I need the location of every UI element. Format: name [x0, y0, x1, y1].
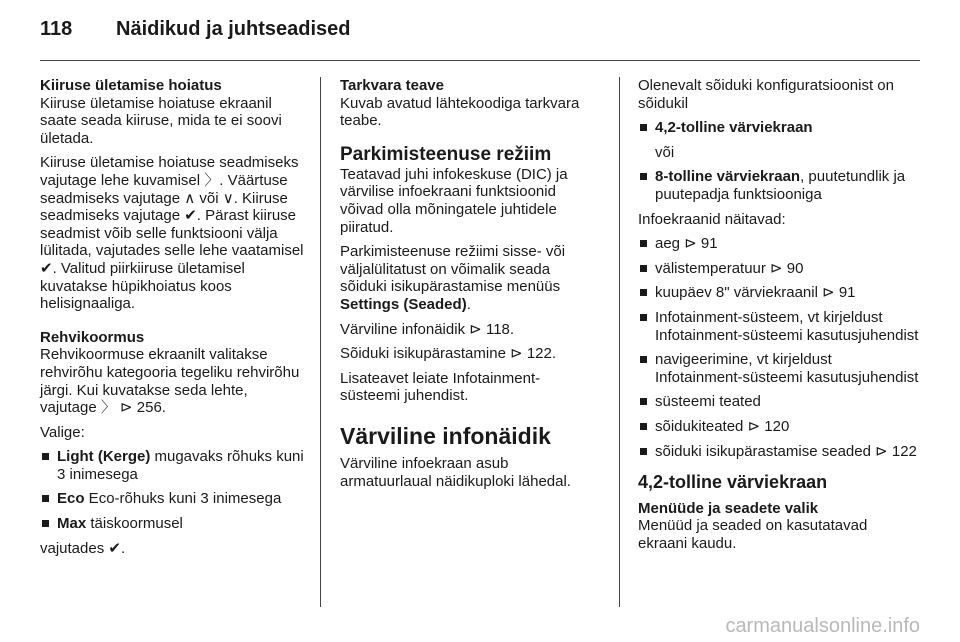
- page-number: 118: [40, 18, 73, 40]
- menu-selection-paragraph: Menüüd ja seaded on kasutatavad ekraani kaudu.: [638, 517, 868, 552]
- watermark: carmanualsonline.info: [725, 615, 920, 637]
- chapter-title: Näidikud ja juhtseadised: [116, 18, 351, 40]
- menu-selection-heading: Menüüde ja seadete valik: [638, 499, 819, 517]
- column-divider-1: [320, 77, 321, 607]
- color-info-display-heading: Värviline infonäidik: [340, 422, 551, 449]
- list-item: kuupäev 8" värviekraanil ⊳ 91: [638, 284, 920, 302]
- column-3: [638, 77, 920, 559]
- infotainment-reference: Lisateavet leiate Infotainment-süsteemi juhendist.: [340, 369, 541, 405]
- cross-reference: Värviline infonäidik ⊳ 118.: [340, 320, 515, 338]
- header-rule: [40, 60, 920, 61]
- or-text: või: [655, 143, 675, 161]
- list-item: sõidukiteated ⊳ 120: [638, 418, 920, 436]
- tyre-load-paragraph: Rehvikoormuse ekraanilt valitakse rehvirõhu kategooria tegeliku rehvirõhu järgi. Kui kuvatakse seda lehte, vajutage 〉 ⊳ 256.: [40, 346, 300, 417]
- column-1: [40, 77, 308, 564]
- software-info-paragraph: Kuvab avatud lähtekoodiga tarkvara teabe.: [340, 94, 580, 130]
- list-item: aeg ⊳ 91: [638, 235, 920, 253]
- speed-warning-heading: Kiiruse ületamise hoiatus: [40, 77, 222, 94]
- list-item: sõiduki isikupärastamise seaded ⊳ 122: [638, 443, 920, 461]
- page-header: [40, 18, 351, 41]
- list-item: [40, 490, 308, 508]
- settings-menu-name: Settings (Seaded): [340, 295, 467, 313]
- valet-mode-heading: Parkimisteenuse režiim: [340, 143, 552, 165]
- displays-show-label: Infoekraanid näitavad:: [638, 210, 786, 228]
- tyre-load-heading: Rehvikoormus: [40, 328, 145, 346]
- speed-warning-paragraph-1: Kiiruse ületamise hoiatuse ekraanil saate seada kiiruse, mida te ei soovi ületada.: [40, 94, 282, 147]
- option-name: Max: [57, 515, 87, 533]
- cross-reference: Sõiduki isikupärastamine ⊳ 122.: [340, 345, 557, 363]
- valet-mode-paragraph-1: Teatavad juhi infokeskuse (DIC) ja värvilise infoekraani funktsioonid võivad olla mõningatele juhtidele piiratud.: [340, 165, 568, 236]
- option-text: täiskoormusel: [86, 515, 183, 533]
- list-item: [40, 515, 308, 533]
- option-text: mugavaks rõhuks kuni 3 inimesega: [57, 448, 304, 483]
- list-item: navigeerimine, vt kirjeldust Infotainment-süsteemi kasutusjuhendist: [638, 351, 920, 386]
- list-item: 4,2-tolline värviekraan: [638, 119, 920, 137]
- list-item: Infotainment-süsteem, vt kirjeldust Infotainment-süsteemi kasutusjuhendist: [638, 309, 920, 344]
- option-name: Light (Kerge): [57, 448, 151, 466]
- column-divider-2: [619, 77, 620, 607]
- column-2: [340, 77, 598, 497]
- list-item: süsteemi teated: [638, 393, 920, 411]
- list-item: 8-tolline värviekraan, puutetundlik ja puutepadja funktsiooniga: [638, 168, 920, 203]
- list-item: [40, 448, 308, 483]
- four-inch-display-heading: 4,2-tolline värviekraan: [638, 472, 828, 493]
- software-info-heading: Tarkvara teave: [340, 77, 444, 94]
- valet-mode-paragraph-2: Parkimisteenuse režiimi sisse- või väljalülitatust on võimalik seada sõiduki isikupärastamise menüüs Settings (Seaded).: [340, 243, 566, 313]
- confirm-text: vajutades ✔.: [40, 539, 126, 557]
- choose-label: Valige:: [40, 423, 85, 441]
- color-info-display-paragraph: Värviline infoekraan asub armatuurlaual näidikuploki lähedal.: [340, 454, 571, 490]
- option-name: Eco: [57, 490, 85, 508]
- list-item: välistemperatuur ⊳ 90: [638, 260, 920, 278]
- speed-warning-paragraph-2: Kiiruse ületamise hoiatuse seadmiseks vajutage lehe kuvamisel 〉. Väärtuse seadmiseks vajutage ∧ või ∨. Kiiruse seadmiseks vajutage ✔. Pärast kiiruse seadmist võib selle funktsiooni välja lülitada, vajutades selle lehe vaatamisel ✔. Valitud piirkiiruse ületamisel kuvatakse hüpikhoiatus koos helisignaaliga.: [40, 154, 304, 313]
- option-text: Eco-rõhuks kuni 3 inimesega: [84, 490, 282, 508]
- configuration-paragraph: Olenevalt sõiduki konfiguratsioonist on sõidukil: [638, 77, 894, 112]
